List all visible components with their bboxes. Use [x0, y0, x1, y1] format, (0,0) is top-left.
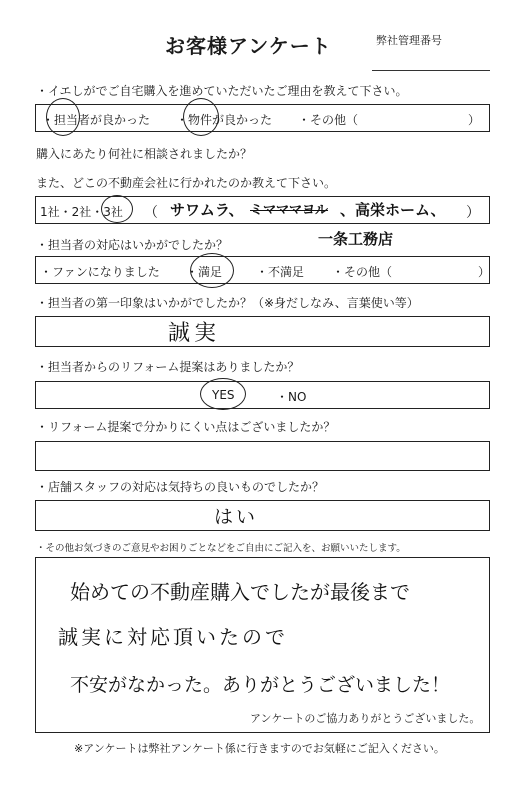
- q6-answer-box: [35, 441, 490, 471]
- q6-question: ・リフォーム提案で分かりにくい点はございましたか？: [36, 420, 336, 434]
- management-number-line: [372, 70, 490, 71]
- q1-option-staff: ・担当者が良かった: [42, 113, 151, 127]
- q5-option-no: ・NO: [276, 390, 307, 404]
- q2-question-2: また、どこの不動産会社に行かれたのか教えて下さい。: [36, 176, 337, 190]
- q1-option-property: ・物件が良かった: [176, 113, 273, 127]
- q2-handwritten-ichijo: 一条工務店: [318, 230, 394, 248]
- q5-option-yes: YES: [212, 388, 235, 402]
- q1-answer-box: [35, 104, 490, 132]
- q8-answer-box: [35, 557, 490, 733]
- q5-answer-box: [35, 381, 490, 409]
- q7-question: ・店舗スタッフの対応は気持ちの良いものでしたか？: [36, 480, 325, 494]
- q3-question: ・担当者の対応はいかがでしたか？: [36, 238, 229, 252]
- q2-handwritten-sawamura: サワムラ、: [170, 201, 244, 219]
- q3-option-fan: ・ファンになりました: [40, 265, 160, 279]
- q1-question: ・イエしがでご自宅購入を進めていただいたご理由を教えて下さい。: [36, 84, 408, 98]
- q5-question: ・担当者からのリフォーム提案はありましたか？: [36, 360, 300, 374]
- q8-thanks: アンケートのご協力ありがとうございました。: [250, 712, 481, 725]
- footer-note: ※アンケートは弊社アンケート係に行きますのでお気軽にご記入ください。: [74, 742, 445, 755]
- q7-answer-box: [35, 500, 490, 531]
- q1-option-other: ・その他（: [298, 113, 359, 127]
- q1-option-other-close: ）: [468, 113, 481, 127]
- q3-option-satisfied: ・満足: [186, 265, 223, 279]
- q8-handwritten-line-1: 始めての不動産購入でしたが最後まで: [70, 580, 410, 604]
- q2-circle-3sha: [101, 195, 133, 223]
- q3-option-other: ・その他（: [332, 265, 393, 279]
- q1-circle-property: [183, 98, 219, 136]
- q8-question: ・その他お気づきのご意見やお困りごとなどをご自由にご記入を、お願いいたします。: [36, 543, 406, 554]
- q8-handwritten-line-3: 不安がなかった。ありがとうございました！: [70, 674, 451, 696]
- q3-answer-box: [35, 256, 490, 284]
- q4-handwritten-answer: 誠実: [168, 321, 221, 346]
- q4-question: ・担当者の第一印象はいかがでしたか？（※身だしなみ、言葉使い等）: [36, 296, 419, 310]
- page-title: お客様アンケート: [165, 34, 332, 58]
- management-number-label: 弊社管理番号: [376, 34, 442, 47]
- q3-option-unsatisfied: ・不満足: [256, 265, 305, 279]
- q2-handwritten-struck: ミマママヨル: [250, 203, 329, 218]
- q3-option-other-close: ）: [478, 265, 491, 279]
- q2-company-count: 1社・2社・3社: [40, 205, 123, 219]
- q8-handwritten-line-2: 誠実に対応頂いたので: [58, 625, 288, 649]
- q2-handwritten-kouei: 、高栄ホーム、: [340, 201, 446, 219]
- q2-question: 購入にあたり何社に相談されましたか？: [36, 147, 253, 161]
- q2-paren-open: （: [144, 205, 158, 221]
- q7-handwritten-answer: はい: [214, 506, 259, 528]
- q2-paren-close: ）: [466, 205, 480, 221]
- q1-circle-staff: [46, 98, 80, 136]
- q4-answer-box: [35, 316, 490, 347]
- q3-circle-satisfied: [190, 253, 234, 288]
- q5-circle-yes: [200, 378, 246, 410]
